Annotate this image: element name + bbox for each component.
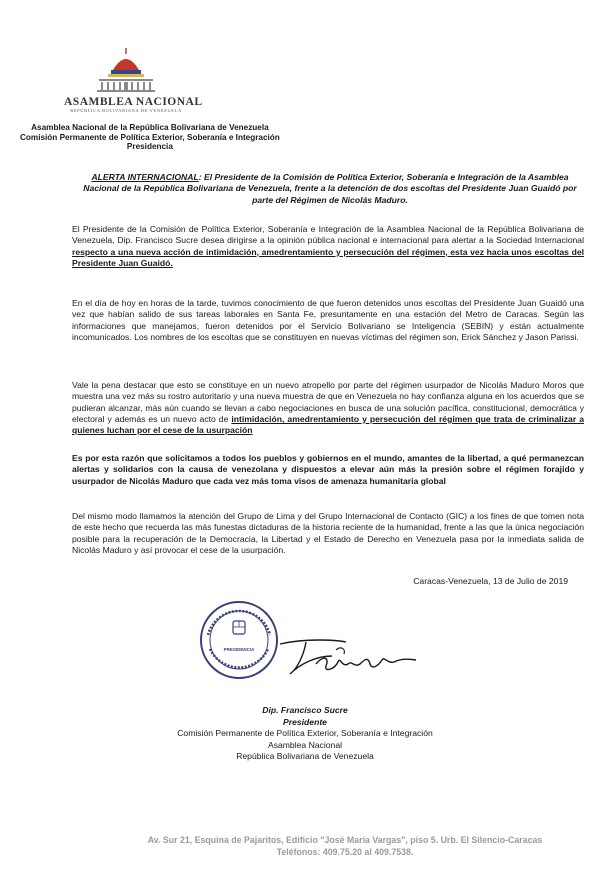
alert-label: ALERTA INTERNACIONAL [91, 172, 199, 182]
document-title [80, 172, 580, 206]
signer-line: Comisión Permanente de Política Exterior, Soberanía e Integración [177, 728, 433, 738]
footer [110, 834, 580, 858]
paragraph-intro [72, 224, 584, 269]
logo-title: ASAMBLEA NACIONAL [64, 96, 203, 108]
document-date: Caracas-Venezuela, 13 de Julio de 2019 [413, 576, 568, 586]
assembly-logo [64, 44, 203, 113]
paragraph-call-to-groups: Del mismo modo llamamos la atención del Grupo de Lima y del Grupo Internacional de Contacto (GIC) a los fines de que tomen nota de este hecho que recuerda las más funestas dictaduras de la historia reciente de la humanidad, frente a las que la única negociación posible para la recuperación de la Democracia, la Libertad y el Estado de Derecho en Venezuela pasa por la inmediata salida de Nicolás Maduro y así provocar el cese de la usurpación. [72, 511, 584, 555]
title-text: : El Presidente de la Comisión de Política Exterior, Soberanía e Integración de la Asamblea Nacional de la República Bolivariana de Venezuela, frente a la detención de dos escoltas del Presidente Juan Guaidó por parte del Régimen de Nicolás Maduro. [83, 172, 577, 205]
paragraph-emphasis: intimidación, amedrentamiento y persecución del régimen que trata de criminalizar a quienes luchan por el cese de la usurpación [72, 413, 584, 436]
seal-label: PRESIDENCIA [223, 647, 255, 652]
handwritten-signature [276, 634, 426, 680]
logo-subtitle: REPÚBLICA BOLIVARIANA DE VENEZUELA [70, 108, 182, 113]
paragraph-abuse [72, 380, 584, 436]
org-line: Asamblea Nacional de la República Bolivariana de Venezuela [31, 123, 269, 132]
org-line: Comisión Permanente de Política Exterior, Soberanía e Integración [20, 132, 280, 142]
paragraph-emphasis: respecto a una nueva acción de intimidación, amedrentamiento y persecución del régimen, esta vez hacia unos escoltas del Presidente Juan Guaidó. [72, 246, 584, 268]
organization-block [20, 123, 280, 152]
paragraph-detention: En el día de hoy en horas de la tarde, tuvimos conocimiento de que fueron detenidos unos escoltas del Presidente Juan Guaidó una vez que habían salido de sus tareas laborales en Santa Fe, presuntamente en una estación del Metro de Caracas. Según las informaciones que manejamos, fueron detenidos por el Servicio Bolivariano se Inteligencia (SEBIN) y están actualmente incomunicados. Los nombres de los escoltas que se constituyen en nuevas víctimas del régimen son, Erick Sánchez y Jason Parissi. [72, 298, 584, 342]
signer-name: Dip. Francisco Sucre [262, 705, 348, 715]
paragraph-text: Vale la pena destacar que esto se constituye en un nuevo atropello por parte del régimen usurpador de Nicolás Maduro Moros que muestra una vez más su rostro autoritario y una nueva muestra de que en Venezuela no hay confianza alguna en los acuerdos que se pudieran alcanzar, más aún cuando se llevan a cabo negociaciones en busca de una solución pacífica, constitucional, democrática y electoral y además es un nuevo acto de [72, 380, 584, 424]
org-line: Presidencia [126, 142, 173, 152]
paragraph-text: El Presidente de la Comisión de Política Exterior, Soberanía e Integración de la Asamblea Nacional de la República Bolivariana de Venezuela, Dip. Francisco Sucre desea dirigirse a la opinión pública nacional e internacional para alertar a la Sociedad Internacional [72, 224, 584, 246]
signer-line: Asamblea Nacional [267, 739, 343, 750]
signer-role: Presidente [283, 716, 327, 727]
signer-block [170, 705, 440, 763]
capitol-dome-icon [91, 44, 161, 94]
footer-phones: Teléfonos: 409.75.20 al 409.7538. [276, 847, 414, 858]
paragraph-appeal: Es por esta razón que solicitamos a todos los pueblos y gobiernos en el mundo, amantes de la libertad, a qué permanezcan alertas y solidarios con la causa de venezolana y dispuestos a elevar aún más la presión sobre el régimen forajido y usurpador de Nicolás Maduro que cada vez más toma visos de amenaza humanitaria global [72, 453, 584, 486]
signer-line: República Bolivariana de Venezuela [236, 751, 374, 761]
footer-address: Av. Sur 21, Esquina de Pajaritos, Edificio "José María Vargas", piso 5. Urb. El Silencio-Caracas [147, 835, 543, 845]
official-seal [198, 599, 280, 686]
